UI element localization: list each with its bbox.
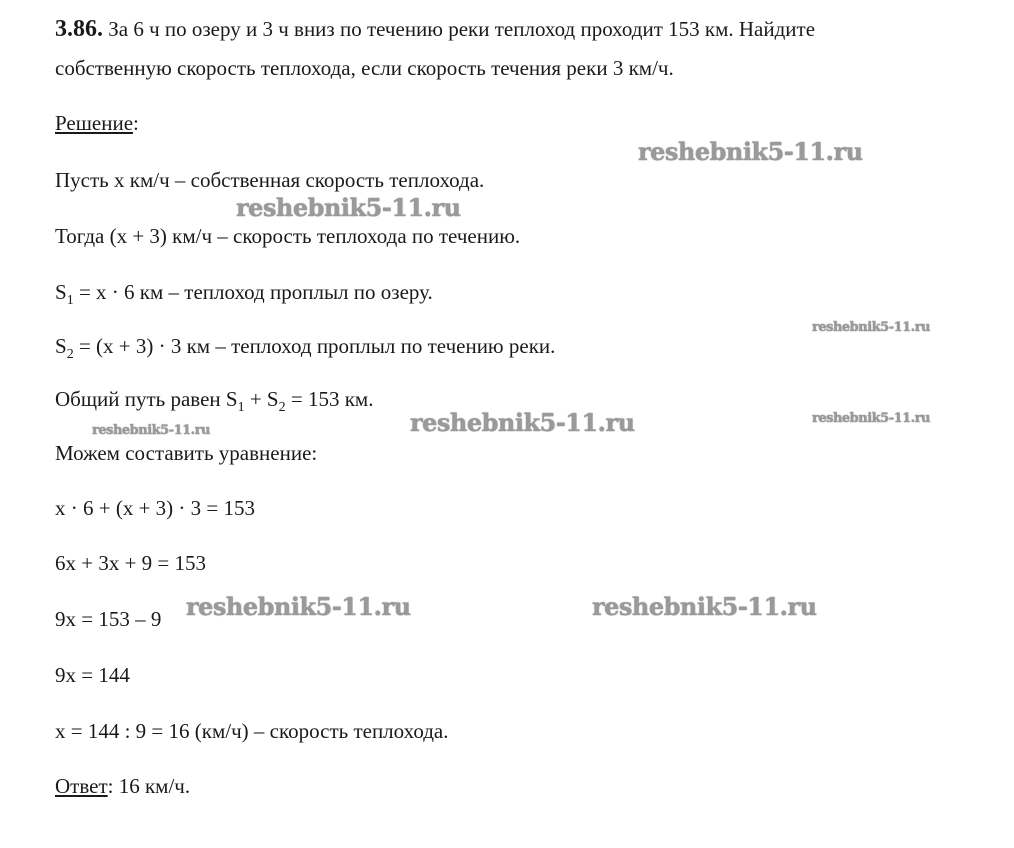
watermark: reshebnik5-11.ru — [236, 193, 461, 222]
colon: : — [133, 111, 139, 135]
equation-3: 9x = 153 – 9 — [55, 607, 162, 631]
line-1: Пусть x км/ч – собственная скорость теплохода. — [55, 168, 485, 192]
watermark: reshebnik5-11.ru — [638, 137, 863, 166]
answer-text: : 16 км/ч. — [107, 774, 191, 798]
watermark: reshebnik5-11.ru — [812, 411, 931, 426]
solution-label: Решение — [55, 111, 134, 135]
subscript: 2 — [278, 400, 286, 416]
watermark: reshebnik5-11.ru — [592, 592, 817, 621]
s-symbol: S — [55, 280, 67, 304]
subscript: 1 — [66, 293, 74, 309]
s-symbol: S — [55, 334, 67, 358]
line-5 — [55, 387, 373, 420]
line-3 — [55, 280, 433, 313]
subscript: 1 — [237, 400, 245, 416]
equation-4: 9x = 144 — [55, 663, 130, 687]
line-3-text: = x · 6 км – теплоход проплыл по озеру. — [73, 280, 433, 304]
line-5-text-c: = 153 км. — [285, 387, 374, 411]
problem-text-1: За 6 ч по озеру и 3 ч вниз по течению реки теплоход проходит 153 км. Найдите — [103, 17, 816, 41]
solution-heading — [55, 111, 139, 135]
line-4 — [55, 334, 555, 367]
equation-5: x = 144 : 9 = 16 (км/ч) – скорость теплохода. — [55, 719, 449, 743]
line-5-text-a: Общий путь равен S — [55, 387, 238, 411]
watermark: reshebnik5-11.ru — [410, 408, 635, 437]
line-2: Тогда (x + 3) км/ч – скорость теплохода по течению. — [55, 224, 521, 248]
answer-label: Ответ — [55, 774, 108, 798]
equation-1: x · 6 + (x + 3) · 3 = 153 — [55, 496, 256, 520]
answer — [55, 774, 190, 798]
equation-2: 6x + 3x + 9 = 153 — [55, 551, 207, 575]
line-5-text-b: + S — [244, 387, 279, 411]
problem-line-2: собственную скорость теплохода, если скорость течения реки 3 км/ч. — [55, 56, 674, 80]
watermark: reshebnik5-11.ru — [92, 423, 211, 438]
watermark: reshebnik5-11.ru — [186, 592, 411, 621]
line-6: Можем составить уравнение: — [55, 441, 318, 465]
problem-number: 3.86. — [55, 16, 103, 42]
watermark: reshebnik5-11.ru — [812, 320, 931, 335]
problem-line-1 — [55, 17, 815, 41]
line-4-text: = (x + 3) · 3 км – теплоход проплыл по течению реки. — [73, 334, 556, 358]
subscript: 2 — [66, 347, 74, 363]
